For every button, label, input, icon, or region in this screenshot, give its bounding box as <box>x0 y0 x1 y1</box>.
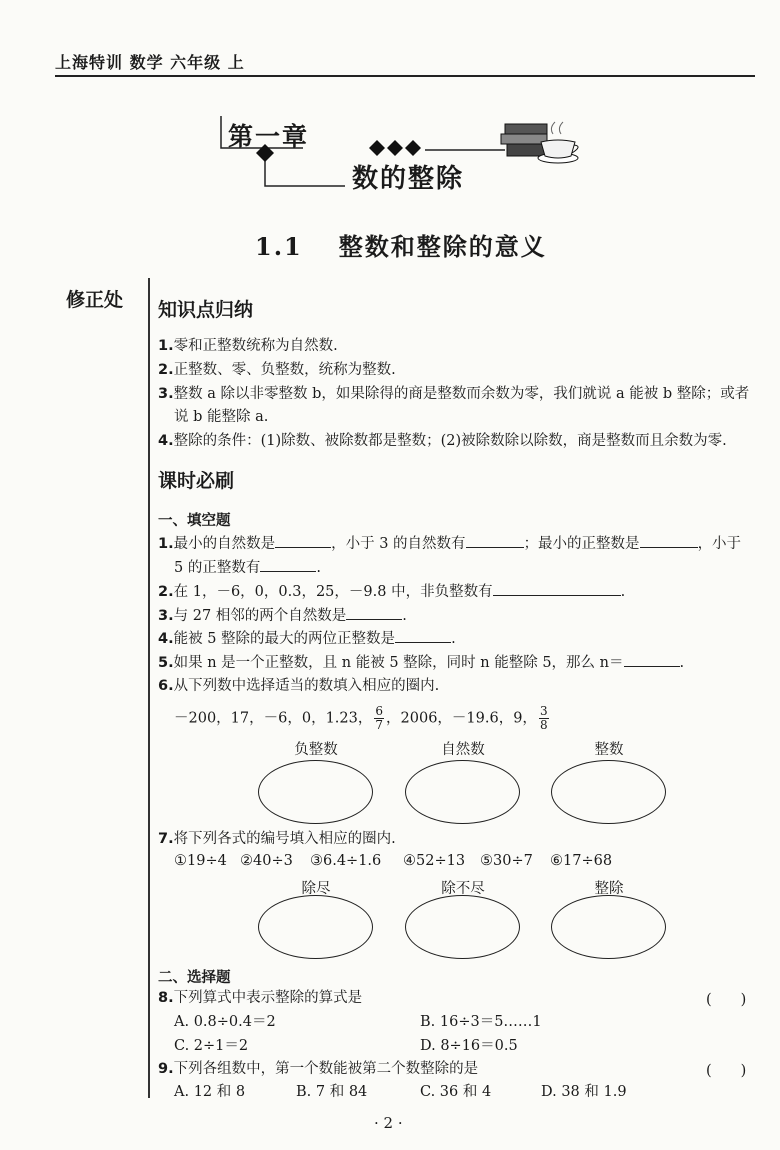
knowledge-heading: 知识点归纳 <box>158 299 254 321</box>
answer-blank[interactable] <box>466 533 524 548</box>
oval-label: 负整数 <box>294 742 338 758</box>
expression-item: ⑥17÷68 <box>550 853 613 869</box>
knowledge-item-continuation: 说 b 能整除 a. <box>174 409 269 425</box>
option-c[interactable]: C. 36 和 4 <box>420 1084 492 1100</box>
question-1-continuation: 5 的正整数有 . <box>174 557 321 578</box>
question-1: 1.最小的自然数是 ，小于 3 的自然数有 ；最小的正整数是 ，小于 <box>158 533 741 554</box>
correction-column-label: 修正处 <box>66 289 124 311</box>
answer-oval[interactable] <box>551 760 666 824</box>
diamond-icon <box>405 140 421 156</box>
diamond-icon <box>369 140 385 156</box>
option-c[interactable]: C. 2÷1＝2 <box>174 1038 249 1054</box>
practice-heading: 课时必刷 <box>158 470 235 492</box>
question-7: 7.将下列各式的编号填入相应的圈内. <box>158 831 396 847</box>
fraction: $\frac{6}{7}$ <box>375 704 384 732</box>
knowledge-item: 1.零和正整数统称为自然数. <box>158 338 338 354</box>
answer-oval[interactable] <box>258 760 373 824</box>
answer-blank[interactable] <box>275 533 331 548</box>
knowledge-item: 3.整数 a 除以非零整数 b，如果除得的商是整数而余数为零，我们就说 a 能被 b 整除；或者 <box>158 386 750 402</box>
expression-item: ④52÷13 <box>403 853 466 869</box>
fraction: $\frac{3}{8}$ <box>539 704 548 732</box>
books-and-coffee-icon <box>501 122 578 163</box>
answer-oval[interactable] <box>551 895 666 959</box>
option-b[interactable]: B. 16÷3＝5……1 <box>420 1014 542 1030</box>
answer-blank[interactable] <box>493 581 621 596</box>
option-d[interactable]: D. 38 和 1.9 <box>541 1084 627 1100</box>
option-b[interactable]: B. 7 和 84 <box>296 1084 368 1100</box>
question-2: 2.在 1，－6，0，0.3，25，－9.8 中，非负整数有 . <box>158 581 625 602</box>
choice-heading: 二、选择题 <box>158 970 231 986</box>
section-title <box>255 227 547 262</box>
book-header: 上海特训 数学 六年级 上 <box>55 53 245 72</box>
margin-divider <box>148 278 150 1098</box>
knowledge-item: 2.正整数、零、负整数，统称为整数. <box>158 362 396 378</box>
option-d[interactable]: D. 8÷16＝0.5 <box>420 1038 518 1054</box>
oval-label: 整数 <box>594 742 624 758</box>
oval-label: 整除 <box>594 881 624 897</box>
question-3: 3.与 27 相邻的两个自然数是 . <box>158 605 407 626</box>
header-rule <box>55 75 755 77</box>
answer-blank[interactable] <box>640 533 698 548</box>
answer-oval[interactable] <box>258 895 373 959</box>
answer-blank[interactable] <box>395 628 451 643</box>
answer-blank[interactable] <box>346 605 402 620</box>
question-5: 5.如果 n 是一个正整数，且 n 能被 5 整除，同时 n 能整除 5，那么 n＝ . <box>158 652 684 673</box>
question-8: 8.下列算式中表示整除的算式是 <box>158 990 363 1006</box>
option-a[interactable]: A. 0.8÷0.4＝2 <box>174 1014 276 1030</box>
answer-parentheses[interactable]: ( ) <box>706 992 747 1008</box>
answer-blank[interactable] <box>260 557 316 572</box>
chapter-title: 数的整除 <box>352 164 465 194</box>
expression-item: ③6.4÷1.6 <box>310 853 382 869</box>
page-number: · 2 · <box>374 1114 403 1132</box>
answer-oval[interactable] <box>405 895 520 959</box>
question-4: 4.能被 5 整除的最大的两位正整数是 . <box>158 628 456 649</box>
expression-item: ②40÷3 <box>240 853 293 869</box>
question-6: 6.从下列数中选择适当的数填入相应的圈内. <box>158 678 440 694</box>
option-a[interactable]: A. 12 和 8 <box>174 1084 246 1100</box>
diamond-icon <box>387 140 403 156</box>
fill-blank-heading: 一、填空题 <box>158 513 231 529</box>
expression-item: ⑤30÷7 <box>480 853 533 869</box>
knowledge-item: 4.整除的条件：(1)除数、被除数都是整数；(2)被除数除以除数，商是整数而且余数为零. <box>158 433 727 449</box>
number-list: －200，17，－6，0，1.23， $\frac{6}{7}$ ，2006，－19.6，9， $\frac{3}{8}$ <box>174 704 548 732</box>
chapter-label: 第一章 <box>228 122 310 151</box>
answer-oval[interactable] <box>405 760 520 824</box>
answer-parentheses[interactable]: ( ) <box>706 1063 747 1079</box>
oval-label: 除不尽 <box>441 881 485 897</box>
expression-item: ①19÷4 <box>174 853 227 869</box>
oval-label: 自然数 <box>441 742 485 758</box>
question-9: 9.下列各组数中，第一个数能被第二个数整除的是 <box>158 1061 479 1077</box>
section-title-text: 整数和整除的意义 <box>338 233 547 261</box>
answer-blank[interactable] <box>624 652 680 667</box>
oval-label: 除尽 <box>301 881 331 897</box>
section-number: 1.1 <box>255 232 303 261</box>
